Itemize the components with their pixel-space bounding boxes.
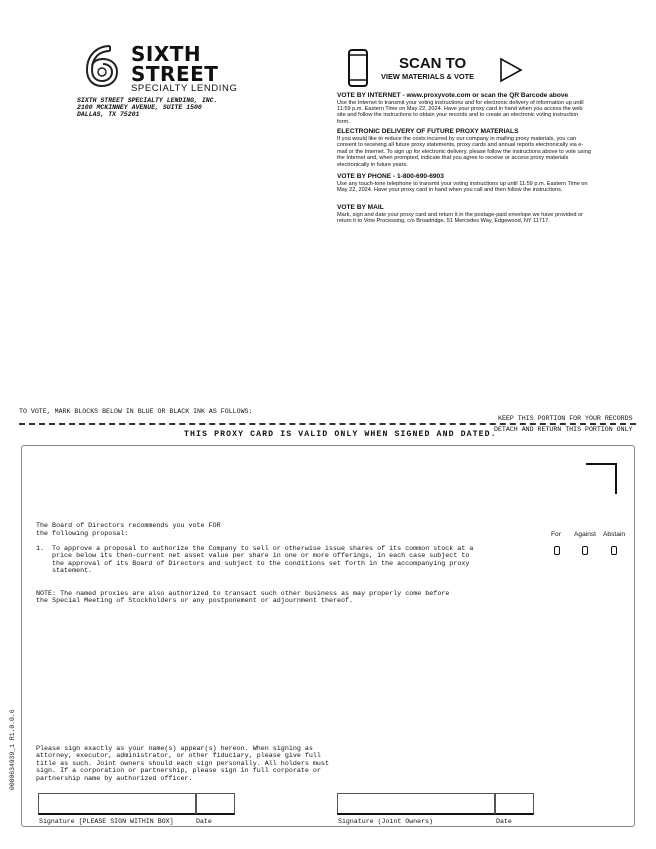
column-abstain-label: Abstain [603, 531, 625, 538]
column-against-label: Against [574, 531, 596, 538]
side-control-code: 0000634939_1 R1.0.0.6 [9, 709, 16, 790]
smartphone-icon [348, 49, 368, 87]
vote-by-mail-body: Mark, sign and date your proxy card and return it in the postage-paid envelope we have provided or return it to Vote Processing, c/o Broadridge, 51 Mercedes Way, Edgewood, NY 11717. [337, 212, 583, 225]
vote-ink-instruction: TO VOTE, MARK BLOCKS BELOW IN BLUE OR BLACK INK AS FOLLOWS: [19, 408, 253, 415]
vote-by-phone-heading: VOTE BY PHONE - 1-800-690-6903 [337, 173, 444, 180]
joint-signature-date-box[interactable] [495, 793, 534, 815]
signing-instructions: Please sign exactly as your name(s) appear(s) hereon. When signing as attorney, executor, administrator, or other fiduciary, please give full title as such. Joint owners should each sign personally. All holders must sign. If a corporation or partnership, please sign in full corporate or partnership name by authorized officer. [36, 745, 329, 783]
scan-subtitle: VIEW MATERIALS & VOTE [381, 72, 475, 81]
vote-by-phone-body: Use any touch-tone telephone to transmit your voting instructions up until 11:59 p.m. Eastern Time on May 22, 2024. Have your proxy card in hand when you call and then follow the instructions. [337, 181, 588, 194]
play-arrow-icon [499, 57, 523, 83]
logo-text-sixth: SIXTH [131, 42, 202, 66]
vote-for-checkbox[interactable] [554, 546, 560, 555]
note-text: NOTE: The named proxies are also authorized to transact such other business as may properly come before the Special Meeting of Stockholders or any postponement or adjournment thereof. [36, 590, 450, 606]
valid-when-signed-notice: THIS PROXY CARD IS VALID ONLY WHEN SIGNED AND DATED. [184, 430, 497, 439]
electronic-delivery-body: If you would like to reduce the costs incurred by our company in mailing proxy materials, you can consent to receiving all future proxy statements, proxy cards and annual reports electronically via e-mail or the Internet. To sign up for electronic delivery, please follow the instructions above to vote using the Internet and, when prompted, indicate that you agree to receive or access proxy materials electronically in future years. [337, 136, 591, 168]
company-address-line3: DALLAS, TX 75201 [77, 111, 140, 118]
company-address-line1: SIXTH STREET SPECIALTY LENDING, INC. [77, 97, 218, 104]
company-address-line2: 2100 MCKINNEY AVENUE, SUITE 1500 [77, 104, 202, 111]
detach-cut-line [19, 423, 636, 425]
vote-against-checkbox[interactable] [582, 546, 588, 555]
joint-signature-date-label: Date [496, 818, 512, 825]
vote-abstain-checkbox[interactable] [611, 546, 617, 555]
joint-signature-label: Signature (Joint Owners) [338, 818, 433, 825]
keep-portion-label: KEEP THIS PORTION FOR YOUR RECORDS [498, 415, 633, 422]
logo-text-specialty-lending: SPECIALTY LENDING [131, 83, 238, 94]
board-recommendation-line2: the following proposal: [36, 530, 129, 538]
scan-title: SCAN TO [399, 55, 467, 72]
signature-date-box[interactable] [196, 793, 235, 815]
board-recommendation-line1: The Board of Directors recommends you vote FOR [36, 522, 221, 530]
logo-text-street: STREET [131, 62, 219, 86]
detach-portion-label: DETACH AND RETURN THIS PORTION ONLY [494, 426, 633, 433]
joint-signature-box[interactable] [337, 793, 495, 815]
column-for-label: For [551, 531, 561, 538]
vote-by-internet-heading: VOTE BY INTERNET - www.proxyvote.com or scan the QR Barcode above [337, 92, 569, 99]
signature-label: Signature [PLEASE SIGN WITHIN BOX] [39, 818, 174, 825]
signature-date-label: Date [196, 818, 212, 825]
vote-by-mail-heading: VOTE BY MAIL [337, 204, 384, 211]
proposal-text: To approve a proposal to authorize the Company to sell or otherwise issue shares of its common stock at a price below its then-current net asset value per share in one or more offerings, in each case subject to the approval of its Board of Directors and subject to the conditions set forth in the accompanying proxy statement. [52, 545, 474, 576]
logo-six-icon [82, 44, 122, 88]
signature-box[interactable] [38, 793, 196, 815]
vote-by-internet-body: Use the Internet to transmit your voting instructions and for electronic delivery of information up until 11:59 p.m. Eastern Time on May 22, 2024. Have your proxy card in hand when you access the web site and follow the instructions to obtain your records and to create an electronic voting instruction form. [337, 99, 584, 125]
proposal-number: 1. [36, 545, 45, 553]
corner-registration-mark [586, 463, 617, 494]
electronic-delivery-heading: ELECTRONIC DELIVERY OF FUTURE PROXY MATERIALS [337, 128, 519, 135]
